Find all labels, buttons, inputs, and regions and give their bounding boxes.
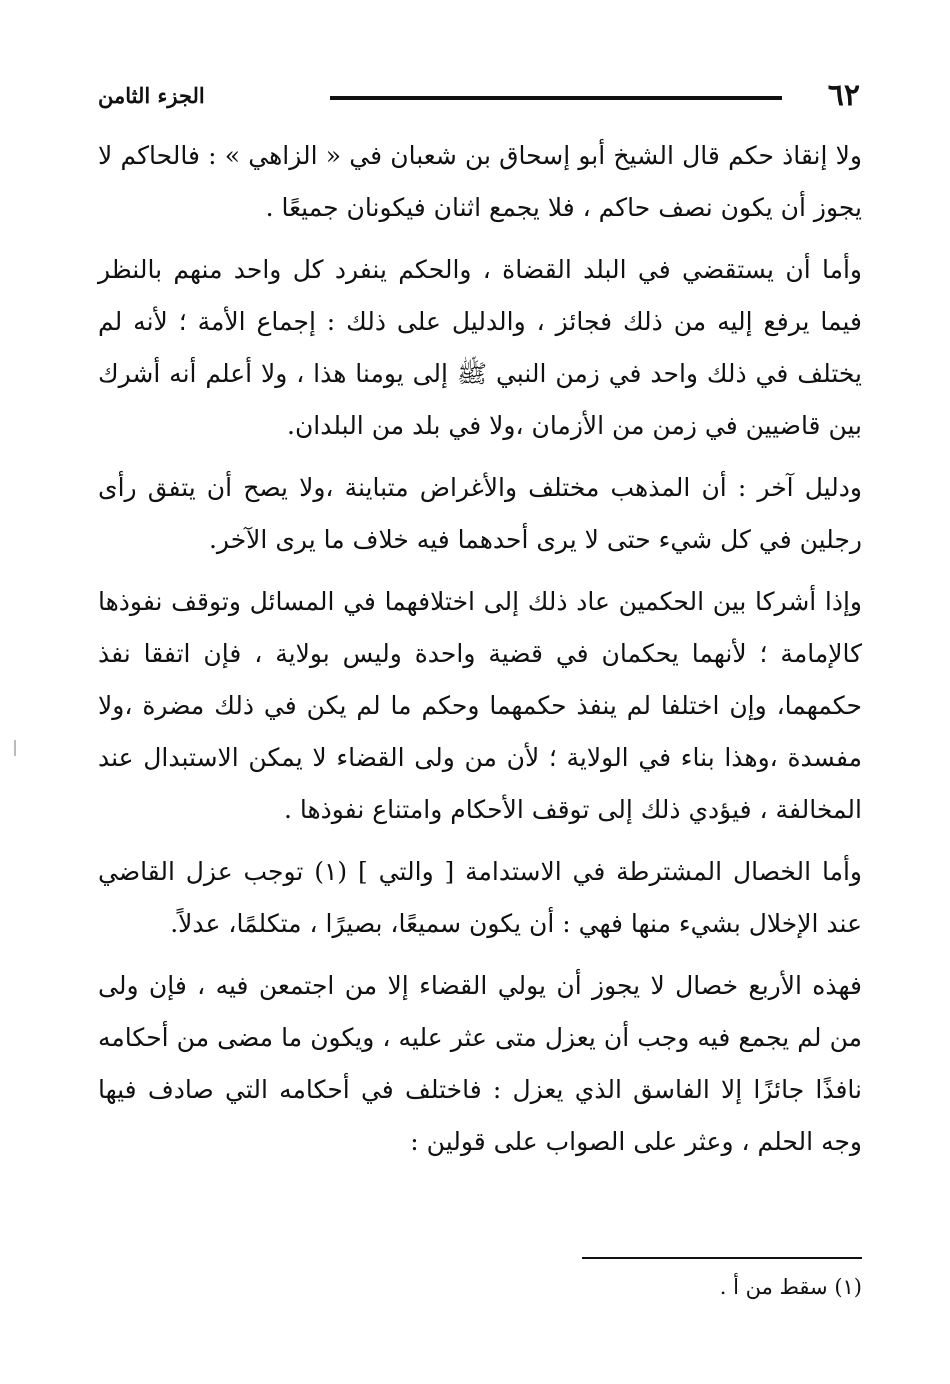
footnote-separator [582,1257,862,1259]
paragraph: وإذا أشركا بين الحكمين عاد ذلك إلى اختلافهما في المسائل وتوقف نفوذها كالإمامة ؛ لأنهما يحكمان في قضية واحدة وليس بولاية ، فإن اتفقا نفذ حكمهما، وإن اختلفا لم ينفذ حكمهما وحكم ما لم يكن في ذلك مضرة ،ولا مفسدة ،وهذا بناء في الولاية ؛ لأن من ولى القضاء لا يمكن الاستبدال عند المخالفة ، فيؤدي ذلك إلى توقف الأحكام وامتناع نفوذها . [98,587,862,824]
main-text [98,130,862,1178]
footnote: (١) سقط من أ . [719,1275,862,1299]
paragraph: ودليل آخر : أن المذهب مختلف والأغراض متباينة ،ولا يصح أن يتفق رأى رجلين في كل شيء حتى لا يرى أحدهما فيه خلاف ما يرى الآخر. [98,473,862,554]
paragraph: فهذه الأربع خصال لا يجوز أن يولي القضاء إلا من اجتمعن فيه ، فإن ولى من لم يجمع فيه وجب أن يعزل متى عثر عليه ، ويكون ما مضى من أحكامه نافذًا جائزًا إلا الفاسق الذي يعزل : فاختلف في أحكامه التي صادف فيها وجه الحلم ، وعثر على الصواب على قولين : [98,971,862,1156]
paragraph: وأما الخصال المشترطة في الاستدامة [ والتي ] (١) توجب عزل القاضي عند الإخلال بشيء منها فهي : أن يكون سميعًا، بصيرًا ، متكلمًا، عدلاً. [98,857,862,938]
running-title: الجزء الثامن [98,83,205,108]
paragraph: وأما أن يستقضي في البلد القضاة ، والحكم ينفرد كل واحد منهم بالنظر فيما يرفع إليه من ذلك فجائز ، والدليل على ذلك : إجماع الأمة ؛ لأنه لم يختلف في ذلك واحد في زمن النبي ﷺ إلى يومنا هذا ، ولا أعلم أنه أشرك بين قاضيين في زمن من الأزمان ،ولا في بلد من البلدان. [98,255,862,440]
header-rule [330,96,782,100]
scan-edge-mark [14,740,16,756]
page-number: ٦٢ [827,78,860,113]
paragraph: ولا إنقاذ حكم قال الشيخ أبو إسحاق بن شعبان في « الزاهي » : فالحاكم لا يجوز أن يكون نصف حاكم ، فلا يجمع اثنان فيكونان جميعًا . [98,141,862,222]
page-header [98,78,860,118]
